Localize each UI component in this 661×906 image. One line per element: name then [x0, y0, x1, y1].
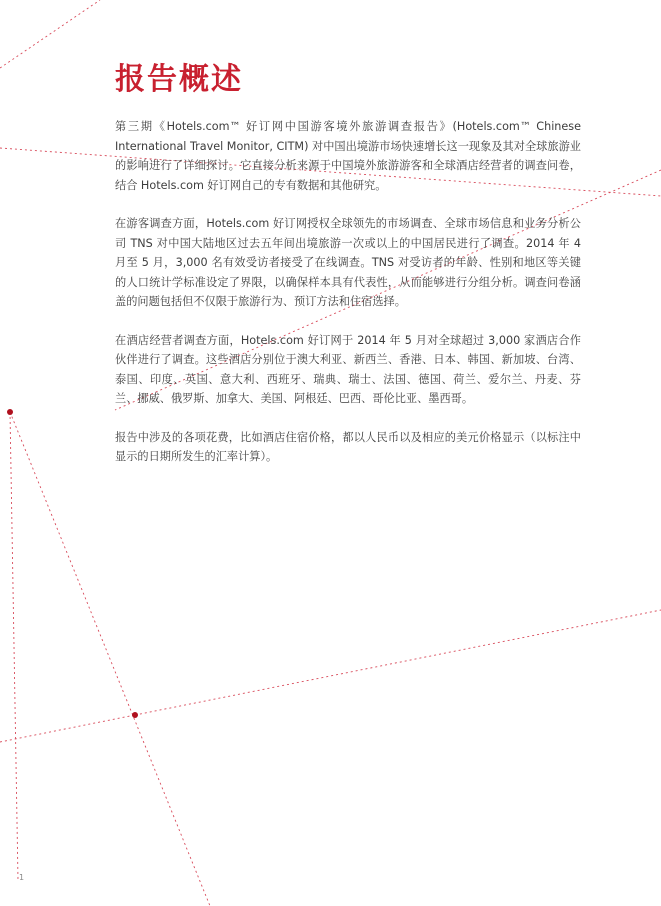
- paragraph-introduction: 第三期《Hotels.com™ 好订网中国游客境外旅游调查报告》(Hotels.com™ Chinese International Travel Monitor, CITM) 对中国出境游市场快速增长这一现象及其对全球旅游业的影响进行了详细探讨。它直接分析来源于中国境外旅游游客和全球酒店经营者的调查问卷，结合 Hotels.com 好订网自己的专有数据和其他研究。: [115, 120, 581, 192]
- report-body: [115, 117, 581, 486]
- accent-dot-lower: [132, 712, 138, 718]
- paragraph-hotelier-survey: 在酒店经营者调查方面，Hotels.com 好订网于 2014 年 5 月对全球超过 3,000 家酒店合作伙伴进行了调查。这些酒店分别位于澳大利亚、新西兰、香港、日本、韩国、新加坡、台湾、泰国、印度、英国、意大利、西班牙、瑞典、瑞士、法国、德国、荷兰、爱尔兰、丹麦、芬兰、挪威、俄罗斯、加拿大、美国、阿根廷、巴西、哥伦比亚、墨西哥。: [115, 333, 581, 405]
- paragraph-currency-note: 报告中涉及的各项花费，比如酒店住宿价格，都以人民币以及相应的美元价格显示（以标注中显示的日期所发生的汇率计算）。: [115, 430, 581, 463]
- dotted-line-left-vertical: [10, 412, 18, 880]
- page-number: 1: [19, 873, 25, 882]
- dotted-line-long-diagonal: [10, 412, 210, 906]
- dotted-line-lower: [0, 715, 135, 742]
- paragraph-traveler-survey: 在游客调查方面，Hotels.com 好订网授权全球领先的市场调查、全球市场信息和业务分析公司 TNS 对中国大陆地区过去五年间出境旅游一次或以上的中国居民进行了调查。2014 年 4 月至 5 月，3,000 名有效受访者接受了在线调查。TNS 对受访者的年龄、性别和地区等关键的人口统计学标准设定了界限，以确保样本具有代表性，从而能够进行分组分析。调查问卷涵盖的问题包括但不仅限于旅游行为、预订方法和住宿选择。: [115, 217, 581, 308]
- accent-dot-left: [7, 409, 13, 415]
- page-title: 报告概述: [115, 62, 243, 97]
- dotted-line-top-left: [0, 0, 100, 68]
- dotted-line-lower-right: [135, 610, 661, 715]
